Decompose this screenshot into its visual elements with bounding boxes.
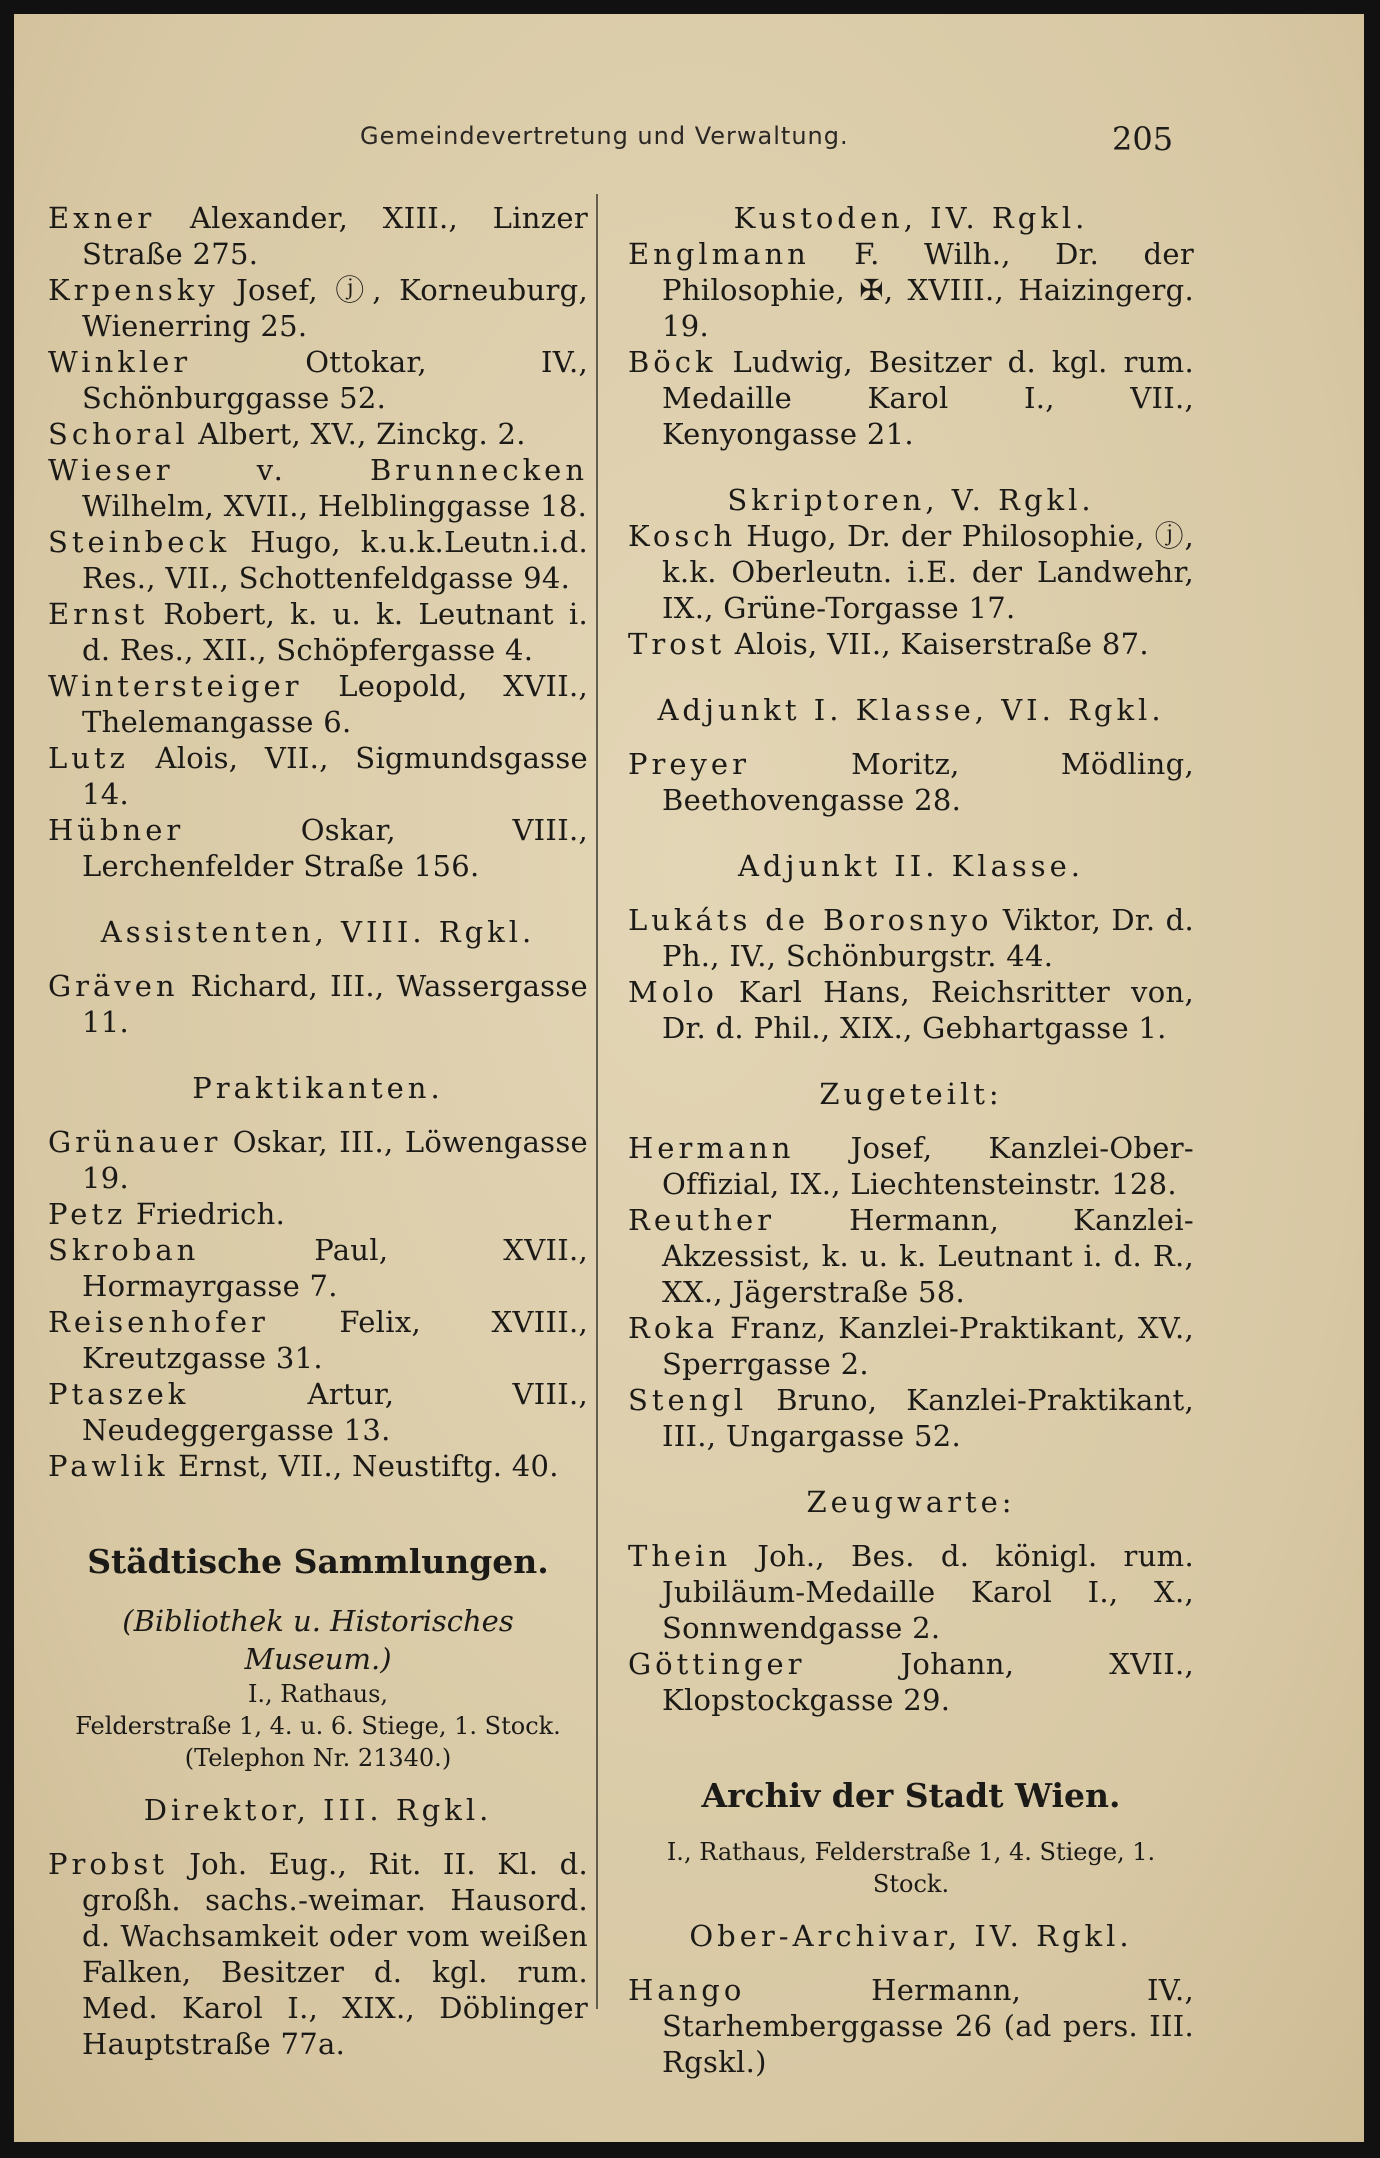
entry-list (628, 1538, 1194, 1718)
heading-praktikanten: Praktikanten. (192, 1071, 444, 1105)
entry-surname: Göttinger (628, 1647, 806, 1681)
section-subtitle-sammlungen: (Bibliothek u. Historisches Museum.) (122, 1604, 514, 1676)
entry-list (628, 1972, 1194, 2080)
entry-details: Friedrich. (126, 1197, 286, 1231)
entry-details: Joh. Eug., Rit. II. Kl. d. großh. sachs.-weimar. Hausord. d. Wachsamkeit oder vom weißen Falken, Besitzer d. kgl. rum. Med. Karol I., XIX., Döblinger Hauptstraße 77a. (82, 1847, 588, 2061)
heading-assistenten: Assistenten, VIII. Rgkl. (100, 915, 536, 949)
heading-adjunkt-2: Adjunkt II. Klasse. (737, 849, 1085, 883)
heading-kustoden: Kustoden, IV. Rgkl. (733, 201, 1089, 235)
entry-details: F. Wilh., Dr. der Philosophie, ✠, XVIII., Haizingerg. 19. (662, 237, 1194, 343)
directory-entry (48, 416, 588, 452)
entry-list (628, 236, 1194, 452)
directory-entry (628, 1202, 1194, 1310)
entry-details: Leopold, XVII., Thelemangasse 6. (82, 669, 588, 739)
entry-list (48, 968, 588, 1040)
entry-surname: Ernst (48, 597, 149, 631)
entry-details: Felix, XVIII., Kreutzgasse 31. (82, 1305, 588, 1375)
entry-list (628, 746, 1194, 818)
directory-entry (628, 1130, 1194, 1202)
running-head: Gemeindevertretung und Verwaltung. (360, 122, 849, 150)
entry-surname: Böck (628, 345, 717, 379)
entry-surname: Wintersteiger (48, 669, 303, 703)
directory-entry (48, 1232, 588, 1304)
entry-surname: Grünauer (48, 1125, 222, 1159)
entry-surname: Hermann (628, 1131, 795, 1165)
entry-surname: Wieser v. Brunnecken (48, 453, 588, 487)
address-line: I., Rathaus, Felderstraße 1, 4. Stiege, 1. Stock. (666, 1838, 1156, 1898)
entry-details: Artur, VIII., Neudeggergasse 13. (82, 1377, 588, 1447)
directory-entry (628, 518, 1194, 626)
directory-entry (628, 626, 1194, 662)
entry-details: Viktor, Dr. d. Ph., IV., Schönburgstr. 44. (662, 903, 1195, 973)
entry-surname: Skroban (48, 1233, 200, 1267)
entry-details: Oskar, VIII., Lerchenfelder Straße 156. (82, 813, 588, 883)
entry-surname: Thein (628, 1539, 732, 1573)
column-rule (596, 194, 598, 2009)
entry-details: Alois, VII., Kaiserstraße 87. (725, 627, 1149, 661)
heading-ober-archivar: Ober-Archivar, IV. Rgkl. (689, 1919, 1133, 1953)
entry-details: Wilhelm, XVII., Helblinggasse 18. (82, 489, 588, 523)
entry-surname: Preyer (628, 747, 750, 781)
directory-entry (628, 902, 1194, 974)
entry-surname: Steinbeck (48, 525, 231, 559)
entry-details: Richard, III., Wassergasse 11. (82, 969, 588, 1039)
heading-zeugwarte: Zeugwarte: (806, 1485, 1016, 1519)
entry-surname: Stengl (628, 1383, 748, 1417)
entry-details: Ludwig, Besitzer d. kgl. rum. Medaille Karol I., VII., Kenyongasse 21. (662, 345, 1194, 451)
directory-entry (48, 596, 588, 668)
directory-entry (48, 1124, 588, 1196)
address-line: I., Rathaus, (247, 1680, 389, 1708)
directory-entry (48, 1304, 588, 1376)
entry-details: Alois, VII., Sigmundsgasse 14. (82, 741, 588, 811)
entry-surname: Reuther (628, 1203, 776, 1237)
entry-surname: Krpensky (48, 273, 219, 307)
entry-details: Ernst, VII., Neustiftg. 40. (168, 1449, 559, 1483)
entry-details: Josef, Kanzlei-Ober-Offizial, IX., Liechtensteinstr. 128. (662, 1131, 1194, 1201)
heading-direktor: Direktor, III. Rgkl. (143, 1793, 493, 1827)
entry-surname: Reisenhofer (48, 1305, 269, 1339)
directory-entry (628, 974, 1194, 1046)
directory-entry (48, 1846, 588, 2062)
entry-surname: Pawlik (48, 1449, 169, 1483)
entry-details: Moritz, Mödling, Beethovengasse 28. (662, 747, 1194, 817)
entry-details: Hugo, Dr. der Philosophie, ⓙ, k.k. Oberleutn. i.E. der Landwehr, IX., Grüne-Torgasse 17. (662, 519, 1194, 625)
book-page (14, 14, 1364, 2142)
entry-surname: Lutz (48, 741, 129, 775)
directory-entry (48, 812, 588, 884)
directory-entry (628, 1382, 1194, 1454)
entry-list (48, 1124, 588, 1484)
directory-entry (48, 668, 588, 740)
left-column (48, 200, 588, 2062)
entry-surname: Probst (48, 1847, 168, 1881)
entry-details: Joh., Bes. d. königl. rum. Jubiläum-Medaille Karol I., X., Sonnwendgasse 2. (662, 1539, 1194, 1645)
entry-list (628, 518, 1194, 662)
entry-surname: Trost (628, 627, 726, 661)
directory-entry (48, 968, 588, 1040)
right-column (628, 200, 1194, 2080)
entry-list (48, 1846, 588, 2062)
entry-details: Karl Hans, Reichsritter von, Dr. d. Phil., XIX., Gebhartgasse 1. (662, 975, 1194, 1045)
entry-surname: Petz (48, 1197, 127, 1231)
directory-entry (48, 1448, 588, 1484)
directory-entry (628, 1310, 1194, 1382)
entry-surname: Lukáts de Borosnyo (628, 903, 993, 937)
entry-details: Hermann, IV., Starhemberggasse 26 (ad pers. III. Rgskl.) (662, 1973, 1194, 2079)
entry-surname: Roka (628, 1311, 719, 1345)
page-number: 205 (1112, 120, 1174, 158)
entry-details: Oskar, III., Löwengasse 19. (82, 1125, 588, 1195)
entry-details: Alexander, XIII., Linzer Straße 275. (82, 201, 588, 271)
entry-details: Albert, XV., Zinckg. 2. (188, 417, 526, 451)
entry-surname: Exner (48, 201, 156, 235)
entry-list (48, 200, 588, 884)
entry-details: Franz, Kanzlei-Praktikant, XV., Sperrgasse 2. (662, 1311, 1194, 1381)
entry-details: Josef, ⓙ, Korneuburg, Wienerring 25. (82, 273, 588, 343)
entry-surname: Molo (628, 975, 718, 1009)
heading-skriptoren: Skriptoren, V. Rgkl. (727, 483, 1095, 517)
directory-entry (48, 1376, 588, 1448)
directory-entry (628, 344, 1194, 452)
entry-surname: Winkler (48, 345, 192, 379)
directory-entry (628, 236, 1194, 344)
entry-surname: Hango (628, 1973, 746, 2007)
entry-list (628, 1130, 1194, 1454)
directory-entry (628, 746, 1194, 818)
directory-entry (48, 740, 588, 812)
entry-surname: Schoral (48, 417, 189, 451)
entry-surname: Kosch (628, 519, 737, 553)
directory-entry (48, 1196, 588, 1232)
directory-entry (48, 344, 588, 416)
entry-surname: Englmann (628, 237, 810, 271)
entry-surname: Ptaszek (48, 1377, 190, 1411)
entry-details: Johann, XVII., Klopstockgasse 29. (662, 1647, 1194, 1717)
section-title-archiv: Archiv der Stadt Wien. (701, 1776, 1121, 1815)
entry-details: Ottokar, IV., Schönburggasse 52. (82, 345, 588, 415)
entry-details: Hugo, k.u.k.Leutn.i.d. Res., VII., Schottenfeldgasse 94. (82, 525, 588, 595)
entry-surname: Hübner (48, 813, 185, 847)
entry-surname: Gräven (48, 969, 179, 1003)
entry-details: Hermann, Kanzlei-Akzessist, k. u. k. Leutnant i. d. R., XX., Jägerstraße 58. (662, 1203, 1194, 1309)
directory-entry (48, 452, 588, 524)
heading-adjunkt-1: Adjunkt I. Klasse, VI. Rgkl. (657, 693, 1165, 727)
entry-details: Robert, k. u. k. Leutnant i. d. Res., XII., Schöpfergasse 4. (82, 597, 588, 667)
entry-details: Bruno, Kanzlei-Praktikant, III., Ungargasse 52. (662, 1383, 1194, 1453)
directory-entry (48, 524, 588, 596)
directory-entry (628, 1538, 1194, 1646)
entry-details: Paul, XVII., Hormayrgasse 7. (82, 1233, 588, 1303)
entry-list (628, 902, 1194, 1046)
address-line: Felderstraße 1, 4. u. 6. Stiege, 1. Stock. (75, 1712, 561, 1740)
directory-entry (628, 1646, 1194, 1718)
section-title-sammlungen: Städtische Sammlungen. (87, 1542, 549, 1581)
directory-entry (48, 272, 588, 344)
directory-entry (628, 1972, 1194, 2080)
heading-zugeteilt: Zugeteilt: (819, 1077, 1003, 1111)
phone-line: (Telephon Nr. 21340.) (184, 1744, 452, 1772)
directory-entry (48, 200, 588, 272)
